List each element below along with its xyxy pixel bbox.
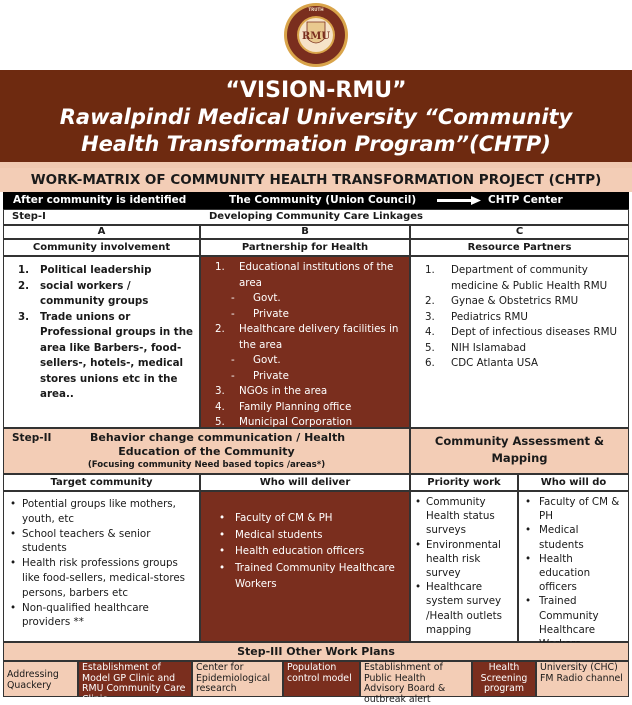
flow-row [3, 192, 629, 209]
assessment-header [410, 428, 629, 474]
list-item: 2. Healthcare delivery facilities in the area [215, 323, 399, 351]
priority-work-cell [410, 491, 518, 642]
target-community-cell [3, 491, 200, 642]
partnership-cell [200, 256, 410, 428]
list-item: • Health education officers [525, 552, 591, 594]
step2-header [3, 428, 410, 474]
list-item: - Govt. [231, 354, 281, 366]
list-item: 5. NIH Islamabad [425, 341, 527, 354]
who-will-do-cell [518, 491, 629, 642]
step2-title-line2: Education of the Community [118, 445, 295, 458]
list-item: 5. Municipal Corporation [215, 416, 353, 428]
list-item: - Govt. [231, 292, 281, 304]
assessment-title: Community Assessment & Mapping [434, 434, 605, 465]
list-item: • Trained Community Healthcare Workers [219, 561, 395, 590]
who-will-deliver-list [201, 492, 409, 593]
title-program: Health Transformation Program”(CHTP) [81, 132, 551, 156]
plan-population-control: Population control model [283, 661, 360, 697]
plan-addressing-quackery: Addressing Quackery [3, 661, 78, 697]
plan-health-screening: Health Screening program [472, 661, 536, 697]
list-item: 3. Trade unions or Professional groups in the area like Barbers-, food-sellers-, hotels-, medical stores unions etc in the area.. [18, 310, 194, 400]
list-item: • Community Health status surveys [415, 496, 495, 537]
priority-work-list [411, 492, 517, 637]
seal-top-text: TRUTH [308, 7, 324, 12]
target-community-list [4, 492, 199, 630]
who-will-deliver-cell [200, 491, 410, 642]
list-item: • Health education officers [219, 545, 365, 557]
list-item: • Non-qualified healthcare providers ** [10, 601, 149, 629]
seal-center-text: RMU [301, 31, 331, 42]
step2-label: Step-II [12, 432, 52, 444]
resource-partners-list [411, 257, 628, 372]
list-item: • Healthcare system survey /Health outlets mapping [415, 581, 503, 636]
list-item: 4. Family Planning office [215, 400, 352, 413]
title-university: Rawalpindi Medical University “Community [59, 105, 573, 129]
column-letter-c: C [410, 225, 629, 239]
list-item: 3. NGOs in the area [215, 385, 328, 397]
who-will-do-list [519, 492, 628, 651]
list-item: 3. Pediatrics RMU [425, 310, 528, 323]
flow-right: CHTP Center [488, 194, 563, 206]
plan-epidemiological-research: Center for Epidemiological research [192, 661, 283, 697]
plan-advisory-board: Establishment of Public Health Advisory Board & outbreak alert [360, 661, 472, 697]
matrix-title: WORK-MATRIX OF COMMUNITY HEALTH TRANSFORMATION PROJECT (CHTP) [0, 168, 632, 192]
header-partnership: Partnership for Health [200, 239, 410, 256]
list-item: • Faculty of CM & PH [219, 512, 333, 524]
step2-note: (Focusing community Need based topics /areas*) [87, 460, 326, 470]
logo-band [0, 0, 632, 70]
flow-middle: The Community (Union Council) [229, 194, 417, 206]
resource-partners-cell [410, 256, 629, 428]
list-item: • Trained Community Healthcare [525, 595, 599, 636]
list-item: • Medical students [525, 524, 584, 551]
header-resource-partners: Resource Partners [410, 239, 629, 256]
plan-fm-radio: University (CHC) FM Radio channel [536, 661, 629, 697]
header-priority-work: Priority work [410, 474, 518, 491]
step1-label: Step-I [12, 211, 46, 222]
rmu-seal-icon [283, 2, 349, 68]
title-band [0, 70, 632, 162]
list-item: - Private [231, 307, 289, 320]
step2-title-line1: Behavior change communication / Health [90, 431, 346, 444]
step1-row [3, 209, 629, 225]
plan-model-gp-clinic: Establishment of Model GP Clinic and RMU Community Care Clinic [78, 661, 192, 697]
list-item: • Environmental health risk survey [415, 538, 501, 580]
header-who-will-do: Who will do [518, 474, 629, 491]
partnership-list [201, 257, 409, 431]
list-item: 2. Gynae & Obstetrics RMU [425, 295, 579, 307]
right-arrow-icon [437, 196, 481, 205]
list-item: • Medical students [219, 528, 323, 541]
title-vision: “VISION-RMU” [225, 78, 407, 103]
list-item: 1. Political leadership [18, 264, 152, 276]
step1-title: Developing Community Care Linkages [208, 211, 423, 222]
column-letter-b: B [200, 225, 410, 239]
step3-title: Step-III Other Work Plans [3, 642, 629, 661]
list-item: - Private [231, 369, 289, 382]
list-item: 4. Dept of infectious diseases RMU [425, 326, 617, 338]
flow-left: After community is identified [13, 194, 187, 206]
list-item: 2. social workers / community groups [18, 279, 149, 307]
list-item: • Health risk professions groups like food-sellers, medical-stores persons, barbers etc [10, 557, 186, 599]
list-item: • Potential groups like mothers, youth, etc [10, 498, 176, 525]
list-item: 1. Department of community medicine & Public Health RMU [425, 264, 608, 292]
list-item: 6. CDC Atlanta USA [425, 357, 539, 369]
list-item: • School teachers & senior students [10, 527, 151, 555]
header-community-involvement: Community involvement [3, 239, 200, 256]
community-involvement-cell [3, 256, 200, 428]
column-letter-a: A [3, 225, 200, 239]
community-involvement-list [4, 257, 199, 403]
list-item: 1. Educational institutions of the area [215, 261, 394, 289]
header-target-community: Target community [3, 474, 200, 491]
list-item: • Faculty of CM & PH [525, 496, 620, 523]
header-who-will-deliver: Who will deliver [200, 474, 410, 491]
